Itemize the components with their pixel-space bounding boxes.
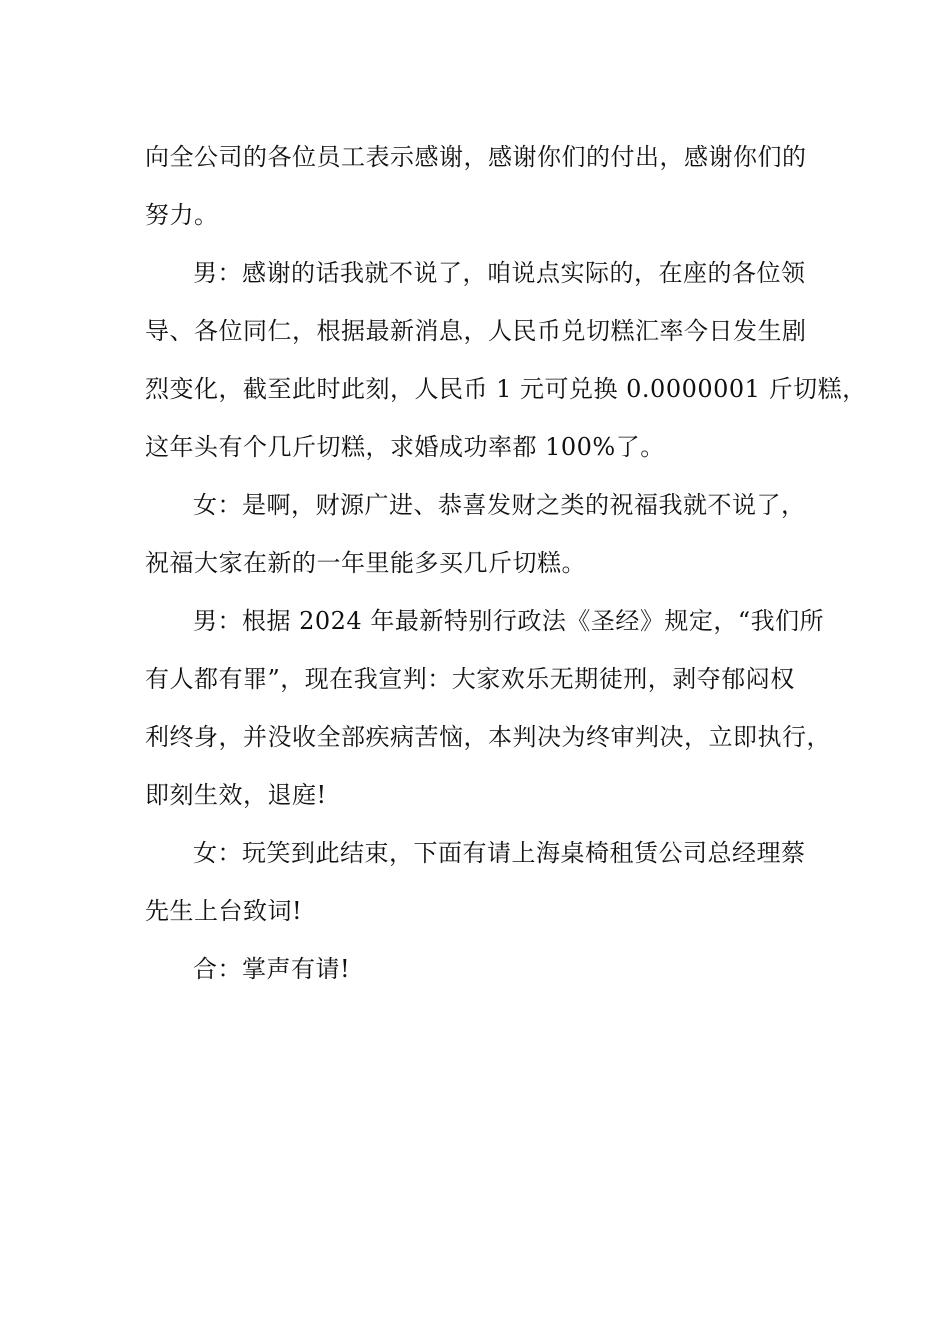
text-line: 向全公司的各位员工表示感谢，感谢你们的付出，感谢你们的 [145, 143, 807, 171]
paragraph-female-invitation [145, 824, 813, 940]
text-line: 男：根据 2024 年最新特别行政法《圣经》规定，“我们所 [193, 607, 825, 635]
paragraph-male-verdict [145, 592, 831, 824]
paragraph-male-exchange-rate [145, 244, 867, 476]
paragraph-female-blessing [145, 476, 813, 592]
text-line: 即刻生效，退庭! [145, 781, 327, 809]
text-line: 先生上台致词! [145, 897, 303, 925]
text-line: 导、各位同仁，根据最新消息，人民币兑切糕汇率今日发生剧 [145, 317, 807, 345]
text-line: 烈变化，截至此时此刻，人民币 1 元可兑换 0.0000001 斤切糕， [145, 375, 867, 403]
paragraph-thanks-continued [145, 128, 813, 244]
document-body [145, 128, 867, 998]
text-line: 合：掌声有请! [193, 955, 351, 983]
text-line: 利终身，并没收全部疾病苦恼，本判决为终审判决，立即执行， [145, 723, 831, 751]
text-line: 女：是啊，财源广进、恭喜发财之类的祝福我就不说了， [193, 491, 806, 519]
paragraph-together-applause [145, 940, 813, 998]
text-line: 这年头有个几斤切糕，求婚成功率都 100%了。 [145, 433, 665, 461]
text-line: 有人都有罪”，现在我宣判：大家欢乐无期徒刑，剥夺郁闷权 [145, 665, 795, 693]
text-line: 祝福大家在新的一年里能多买几斤切糕。 [145, 549, 586, 577]
text-line: 努力。 [145, 201, 219, 229]
text-line: 女：玩笑到此结束，下面有请上海桌椅租赁公司总经理蔡 [193, 839, 806, 867]
text-line: 男：感谢的话我就不说了，咱说点实际的，在座的各位领 [193, 259, 806, 287]
